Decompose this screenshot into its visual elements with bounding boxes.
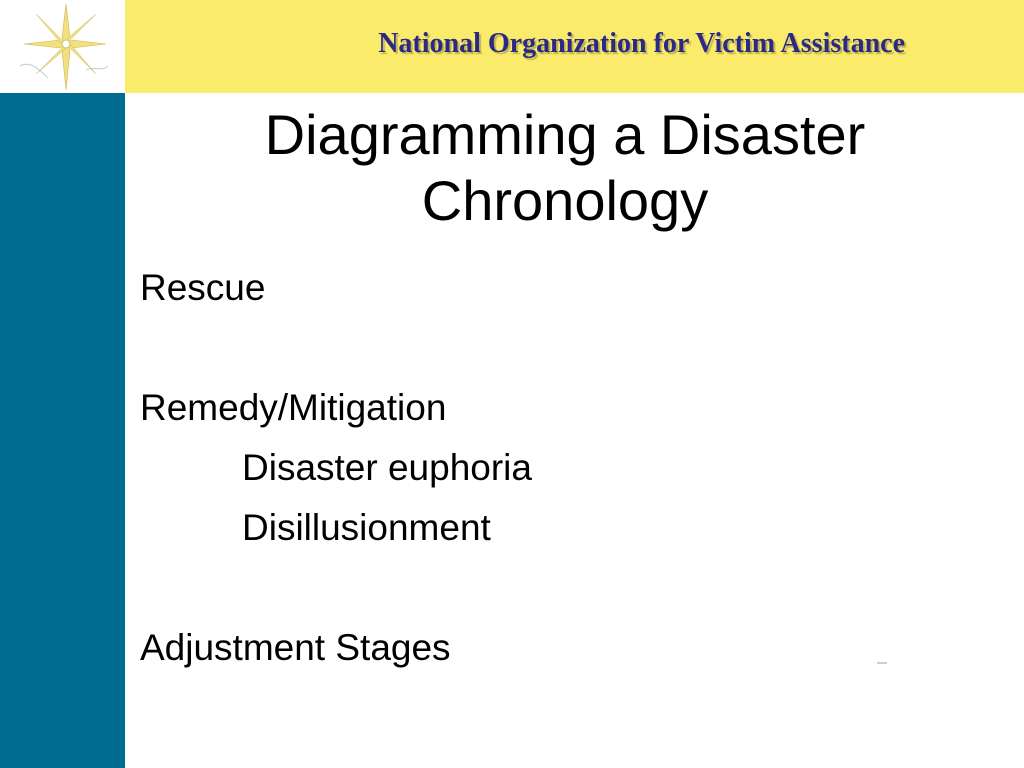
bullet-item-rescue: Rescue (140, 267, 266, 308)
star-compass-logo-icon (0, 0, 125, 95)
bullet-spacer (140, 558, 532, 618)
slide-title-line-2: Chronology (421, 169, 709, 232)
slide-title-line-1: Diagramming a Disaster (264, 103, 866, 166)
bullet-subitem-disaster-euphoria: Disaster euphoria (242, 447, 532, 488)
slide-title (140, 102, 990, 234)
logo-area (0, 0, 125, 95)
bullet-subitem-disillusionment: Disillusionment (242, 507, 491, 548)
organization-name: National Organization for Victim Assistance (378, 28, 905, 59)
bullet-list (140, 258, 532, 678)
bullet-item-adjustment-stages: Adjustment Stages (140, 627, 451, 668)
bullet-item-remedy-mitigation: Remedy/Mitigation (140, 387, 447, 428)
side-bar (0, 93, 125, 768)
decorative-mark (877, 662, 887, 664)
bullet-spacer (140, 318, 532, 378)
